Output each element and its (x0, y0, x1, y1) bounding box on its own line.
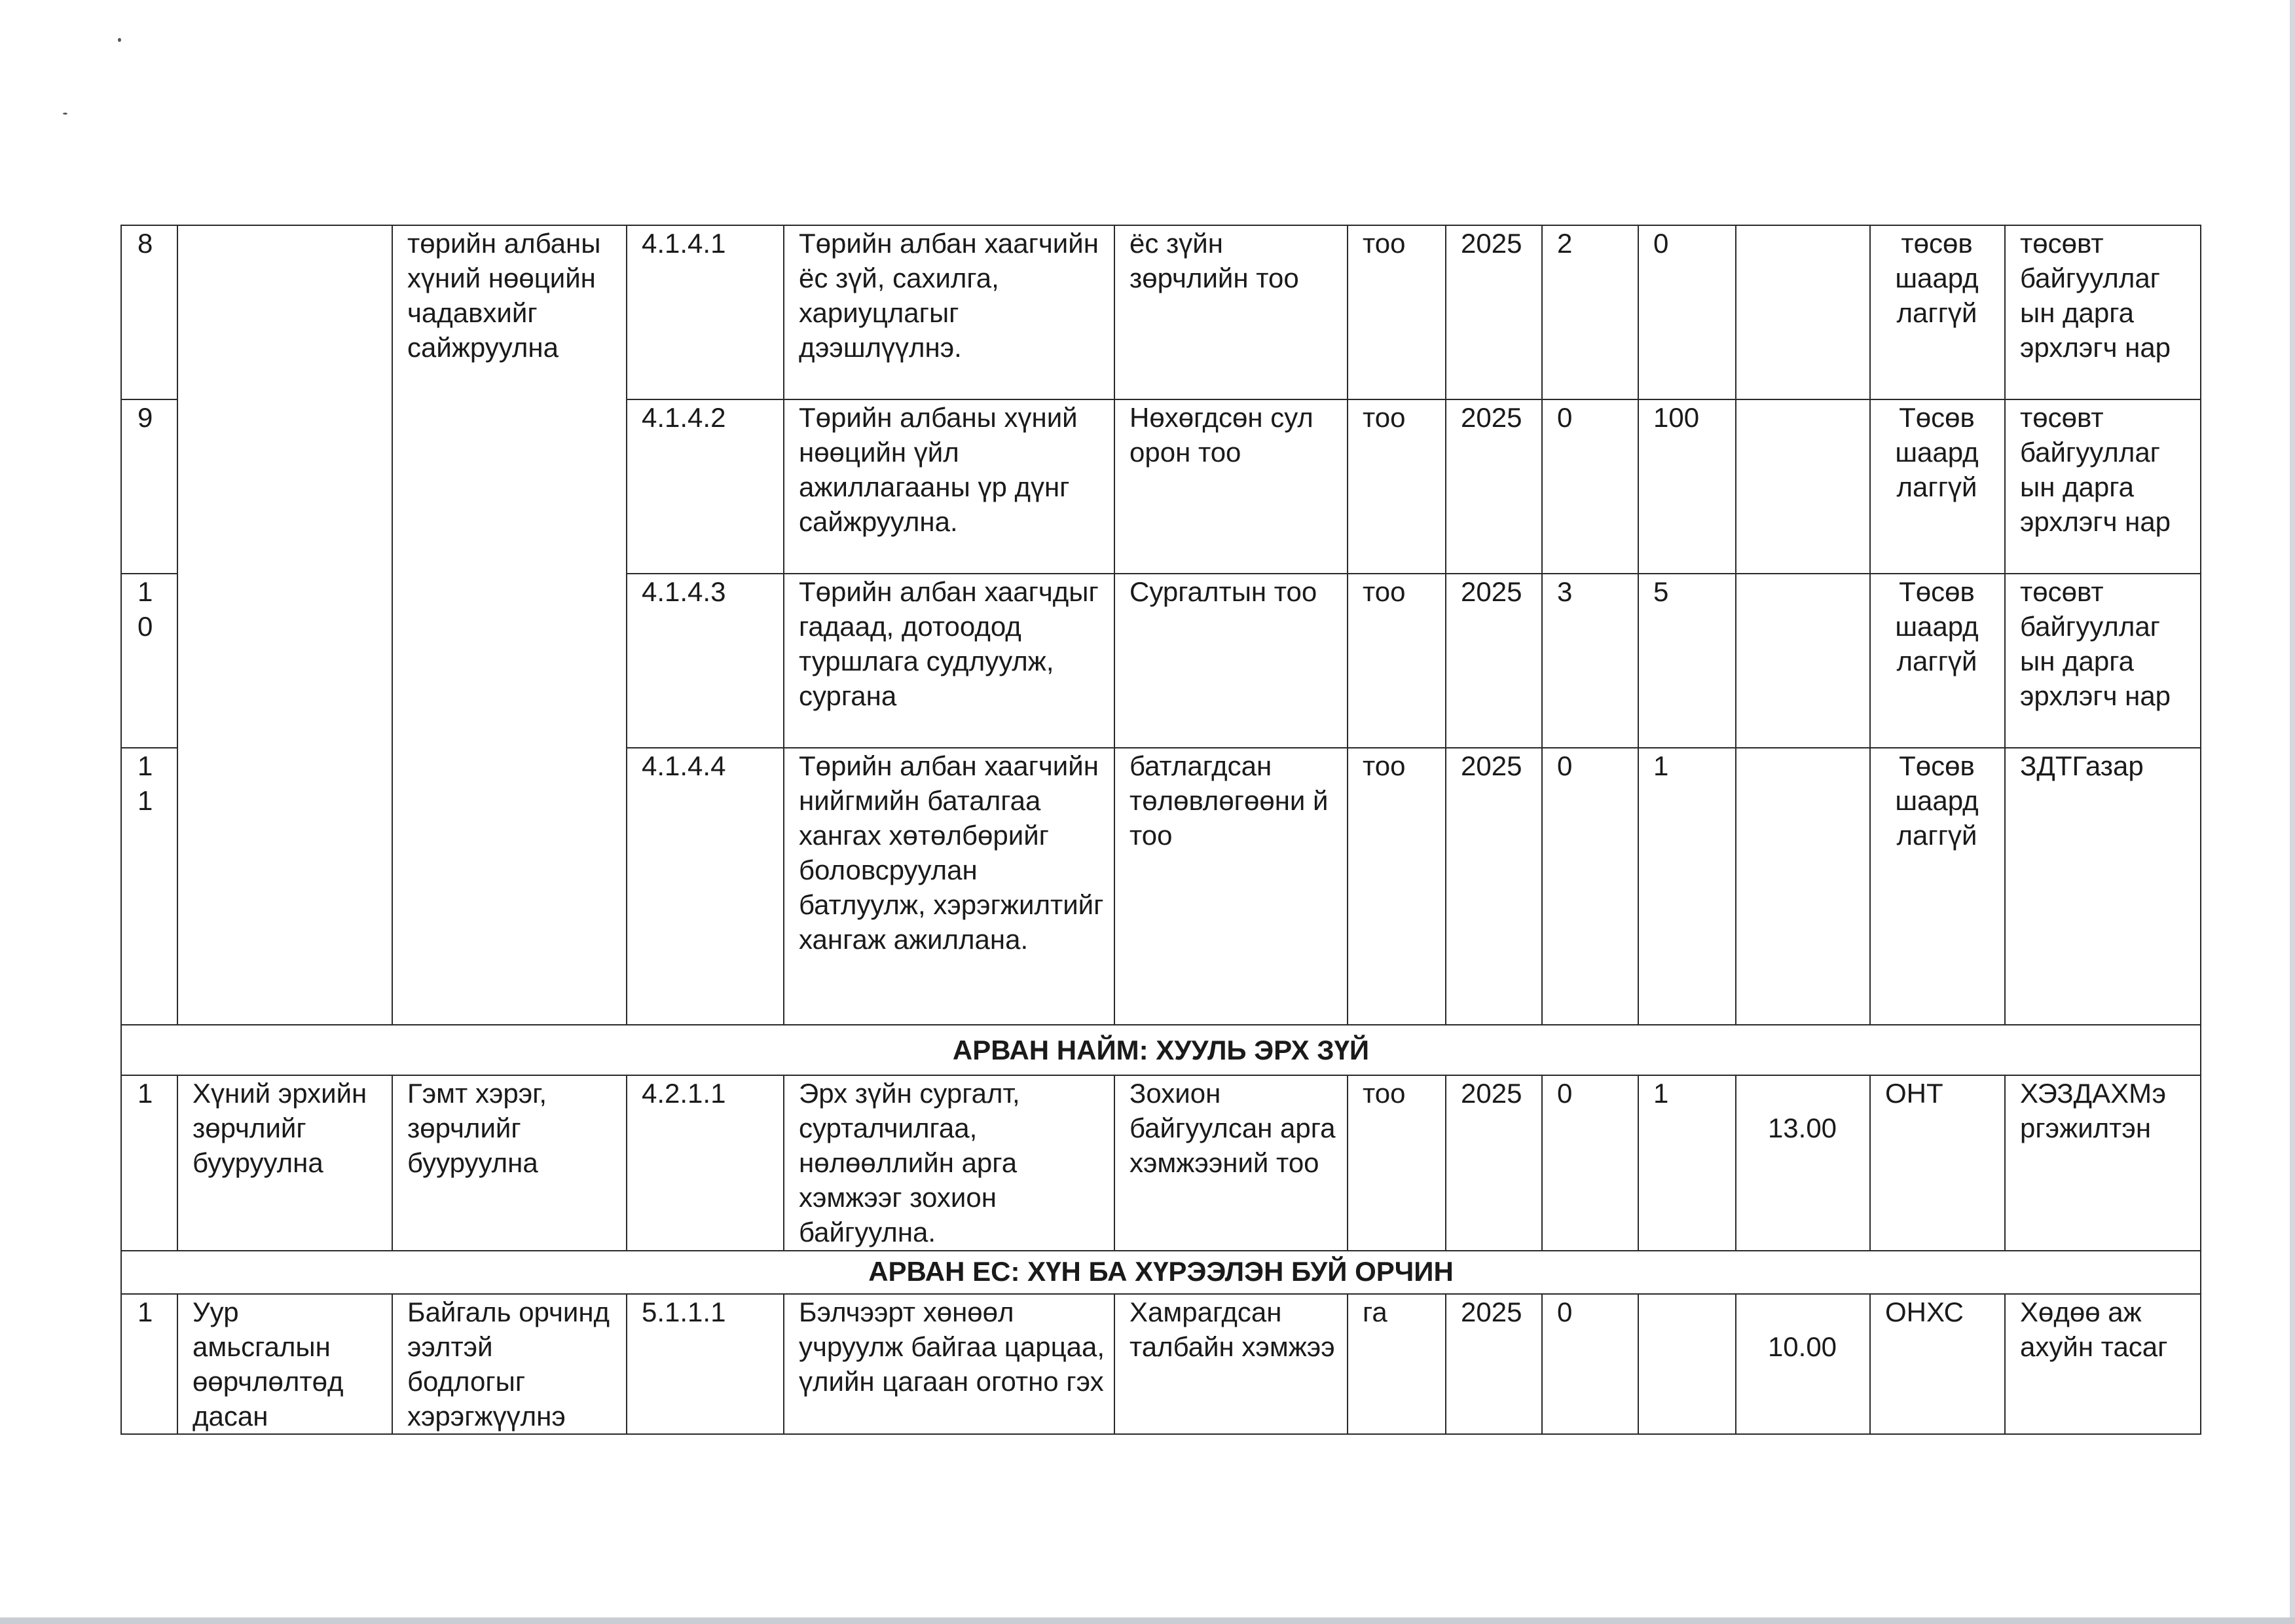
indicator-cell: Нөхөгдсөн сул орон тоо (1114, 399, 1348, 574)
goal-cell: Хүний эрхийн зөрчлийг бууруулна (177, 1075, 392, 1251)
amount-cell (1736, 399, 1870, 574)
indicator-cell: ёс зүйн зөрчлийн тоо (1114, 225, 1348, 399)
row-number: 1 0 (121, 574, 177, 748)
target-cell (1638, 1294, 1736, 1434)
year-cell: 2025 (1446, 1075, 1542, 1251)
code-cell: 5.1.1.1 (627, 1294, 784, 1434)
indicator-cell: Хамрагдсан талбайн хэмжээ (1114, 1294, 1348, 1434)
row-number: 9 (121, 399, 177, 574)
objective-cell: Байгаль орчинд ээлтэй бодлогыг хэрэгжүүлнэ (392, 1294, 627, 1434)
code-cell: 4.2.1.1 (627, 1075, 784, 1251)
scan-edge-right (2290, 0, 2295, 1624)
funding-source-cell: ОНТ (1870, 1075, 2005, 1251)
unit-cell: тоо (1348, 225, 1446, 399)
unit-cell: тоо (1348, 574, 1446, 748)
table-row (121, 225, 2201, 399)
action-cell: Бэлчээрт хөнөөл учруулж байгаа царцаа, үлийн цагаан оготно гэх (784, 1294, 1114, 1434)
section-header-row (121, 1025, 2201, 1075)
section-title: АРВАН НАЙМ: ХУУЛЬ ЭРХ ЗҮЙ (121, 1025, 2201, 1075)
responsible-cell: төсөвт байгууллаг ын дарга эрхлэгч нар (2005, 574, 2201, 748)
responsible-cell: төсөвт байгууллаг ын дарга эрхлэгч нар (2005, 399, 2201, 574)
action-cell: Төрийн албаны хүний нөөцийн үйл ажиллагааны үр дүнг сайжруулна. (784, 399, 1114, 574)
target-cell: 1 (1638, 748, 1736, 1025)
action-cell: Төрийн албан хаагчдыг гадаад, дотоодод туршлага судлуулж, сургана (784, 574, 1114, 748)
goal-cell: Уур амьсгалын өөрчлөлтөд дасан (177, 1294, 392, 1434)
baseline-cell: 3 (1542, 574, 1638, 748)
unit-cell: тоо (1348, 399, 1446, 574)
code-cell: 4.1.4.1 (627, 225, 784, 399)
table-row (121, 1075, 2201, 1251)
amount-cell (1736, 748, 1870, 1025)
indicator-cell: батлагдсан төлөвлөгөөни й тоо (1114, 748, 1348, 1025)
year-cell: 2025 (1446, 1294, 1542, 1434)
amount-cell: 10.00 (1736, 1294, 1870, 1434)
section-title: АРВАН ЕС: ХҮН БА ХҮРЭЭЛЭН БУЙ ОРЧИН (121, 1251, 2201, 1294)
year-cell: 2025 (1446, 574, 1542, 748)
code-cell: 4.1.4.3 (627, 574, 784, 748)
baseline-cell: 2 (1542, 225, 1638, 399)
code-cell: 4.1.4.2 (627, 399, 784, 574)
row-number: 1 (121, 1294, 177, 1434)
target-cell: 100 (1638, 399, 1736, 574)
section-header-row (121, 1251, 2201, 1294)
year-cell: 2025 (1446, 399, 1542, 574)
responsible-cell: төсөвт байгууллаг ын дарга эрхлэгч нар (2005, 225, 2201, 399)
funding-source-cell: төсөв шаард лаггүй (1870, 225, 2005, 399)
funding-source-cell: ОНХС (1870, 1294, 2005, 1434)
row-number: 1 1 (121, 748, 177, 1025)
amount-cell (1736, 225, 1870, 399)
scan-speck (63, 113, 67, 115)
objective-cell: Гэмт хэрэг, зөрчлийг бууруулна (392, 1075, 627, 1251)
baseline-cell: 0 (1542, 399, 1638, 574)
funding-source-cell: Төсөв шаард лаггүй (1870, 748, 2005, 1025)
funding-source-cell: Төсөв шаард лаггүй (1870, 399, 2005, 574)
scan-edge-bottom (0, 1617, 2295, 1624)
row-number: 1 (121, 1075, 177, 1251)
target-cell: 0 (1638, 225, 1736, 399)
responsible-cell: Хөдөө аж ахуйн тасаг (2005, 1294, 2201, 1434)
target-cell: 5 (1638, 574, 1736, 748)
scan-speck (118, 38, 121, 42)
target-cell: 1 (1638, 1075, 1736, 1251)
funding-source-cell: Төсөв шаард лаггүй (1870, 574, 2005, 748)
amount-cell: 13.00 (1736, 1075, 1870, 1251)
indicator-cell: Сургалтын тоо (1114, 574, 1348, 748)
goal-cell (177, 225, 392, 1025)
table-row (121, 1294, 2201, 1434)
amount-cell (1736, 574, 1870, 748)
baseline-cell: 0 (1542, 1294, 1638, 1434)
responsible-cell: ЗДТГазар (2005, 748, 2201, 1025)
objective-cell: төрийн албаны хүний нөөцийн чадавхийг сайжруулна (392, 225, 627, 1025)
unit-cell: тоо (1348, 748, 1446, 1025)
baseline-cell: 0 (1542, 1075, 1638, 1251)
unit-cell: тоо (1348, 1075, 1446, 1251)
code-cell: 4.1.4.4 (627, 748, 784, 1025)
action-cell: Төрийн албан хаагчийн ёс зүй, сахилга, хариуцлагыг дээшлүүлнэ. (784, 225, 1114, 399)
year-cell: 2025 (1446, 225, 1542, 399)
action-cell: Төрийн албан хаагчийн нийгмийн баталгаа хангах хөтөлбөрийг боловсруулан батлуулж, хэрэгжилтийг хангаж ажиллана. (784, 748, 1114, 1025)
year-cell: 2025 (1446, 748, 1542, 1025)
indicator-cell: Зохион байгуулсан арга хэмжээний тоо (1114, 1075, 1348, 1251)
action-plan-table (120, 225, 2201, 1435)
baseline-cell: 0 (1542, 748, 1638, 1025)
responsible-cell: ХЭЗДАХМэ ргэжилтэн (2005, 1075, 2201, 1251)
unit-cell: га (1348, 1294, 1446, 1434)
action-cell: Эрх зүйн сургалт, сурталчилгаа, нөлөөллийн арга хэмжээг зохион байгуулна. (784, 1075, 1114, 1251)
row-number: 8 (121, 225, 177, 399)
